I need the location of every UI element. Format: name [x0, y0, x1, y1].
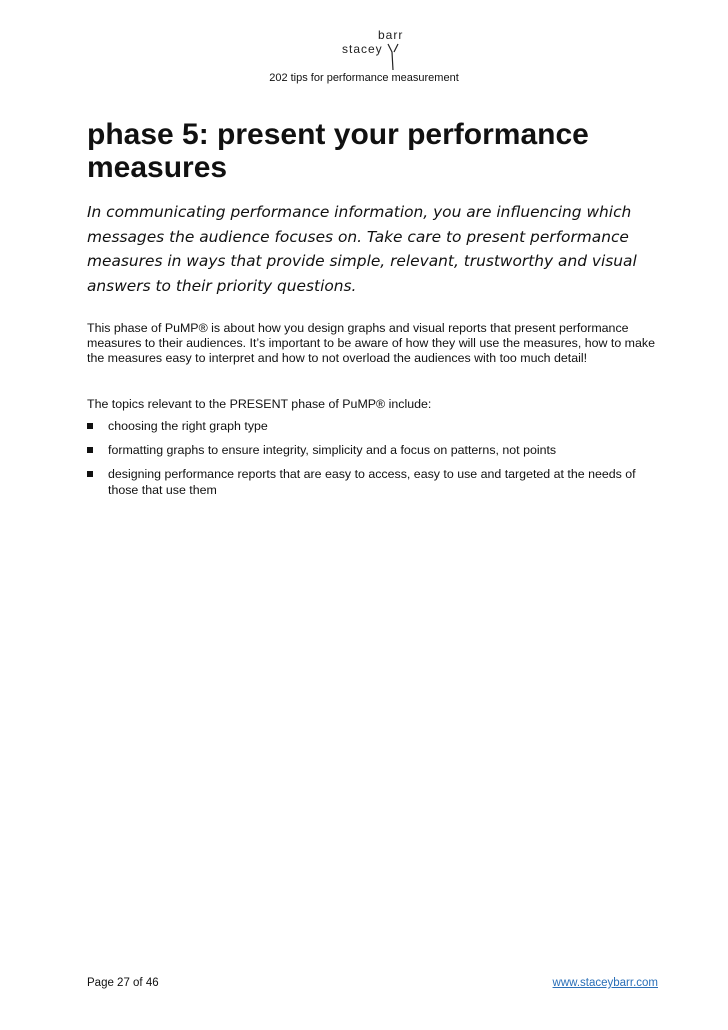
list-item-text: choosing the right graph type: [108, 419, 268, 433]
stacey-barr-logo: [338, 28, 418, 72]
bullet-square-icon: [87, 447, 93, 453]
topics-list: [87, 419, 662, 507]
bullet-square-icon: [87, 423, 93, 429]
list-item: [87, 419, 662, 434]
page-title: phase 5: present your performance measures: [87, 118, 589, 184]
topics-intro: The topics relevant to the PRESENT phase of PuMP® include:: [87, 397, 432, 411]
list-item: [87, 443, 662, 458]
list-item: [87, 467, 662, 497]
bullet-square-icon: [87, 471, 93, 477]
intro-statement: In communicating performance information, you are influencing which messages the audience focuses on. Take care to present performance measures in ways that provide simple, relevant, trustworthy and visual answers to their priority questions.: [87, 203, 637, 295]
logo-figure-icon: [386, 42, 402, 72]
list-item-text: designing performance reports that are easy to access, easy to use and targeted at the needs of those that use them: [108, 467, 636, 497]
body-paragraph: This phase of PuMP® is about how you design graphs and visual reports that present performance measures to their audiences. It’s important to be aware of how they will use the measures, how to make the measures easy to interpret and how to not overload the audiences with too much detail!: [87, 321, 655, 366]
page-number: Page 27 of 46: [87, 977, 159, 989]
list-item-text: formatting graphs to ensure integrity, simplicity and a focus on patterns, not points: [108, 443, 557, 458]
logo-text-barr: barr: [378, 28, 404, 42]
logo-text-stacey: stacey: [342, 42, 383, 56]
running-header: 202 tips for performance measurement: [269, 72, 459, 84]
website-link[interactable]: www.staceybarr.com: [552, 977, 658, 989]
